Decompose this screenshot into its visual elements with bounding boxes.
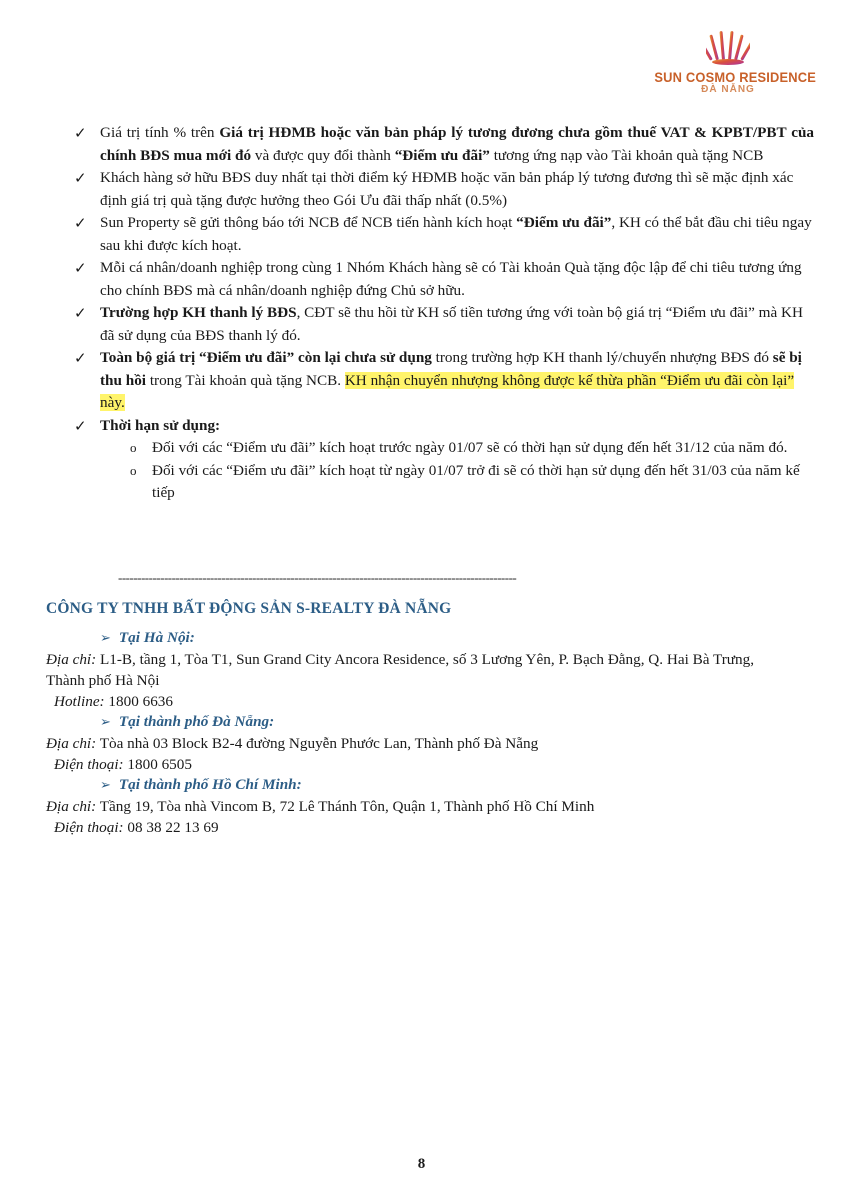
checkmark-icon: ✓ <box>74 124 87 142</box>
circle-bullet-icon: o <box>130 440 137 455</box>
sub-item-text: Đối với các “Điểm ưu đãi” kích hoạt trước ngày 01/07 sẽ có thời hạn sử dụng đến hết 31/12 của năm đó. <box>152 439 788 456</box>
office-phone: Hotline: 1800 6636 <box>54 693 173 710</box>
condition-text: Khách hàng sở hữu BĐS duy nhất tại thời điểm ký HĐMB hoặc văn bản pháp lý tương đương thì sẽ mặc định xác định giá trị quà tặng được hưởng theo Gói Ưu đãi thấp nhất (0.5%) <box>100 169 794 209</box>
office-address: Địa chỉ: Tòa nhà 03 Block B2-4 đường Nguyễn Phước Lan, Thành phố Đà Nẵng <box>46 735 539 752</box>
office-address: Địa chỉ: Tầng 19, Tòa nhà Vincom B, 72 Lê Thánh Tôn, Quận 1, Thành phố Hồ Chí Minh <box>46 798 595 815</box>
arrow-icon: ➢ <box>100 715 111 730</box>
condition-text: Mỗi cá nhân/doanh nghiệp trong cùng 1 Nhóm Khách hàng sẽ có Tài khoản Quà tặng độc lập để chi tiêu tương ứng cho chính BĐS mà cá nhân/doanh nghiệp đứng Chủ sở hữu. <box>100 259 802 299</box>
sub-item <box>126 437 814 460</box>
condition-text: , KH có thể bắt đầu chi tiêu ngay sau khi được kích hoạt. <box>100 214 812 254</box>
sun-logo-icon <box>706 28 750 66</box>
checkmark-icon: ✓ <box>74 259 87 277</box>
divider: -------------------------------------------------------------------------------------------------------- <box>118 570 517 585</box>
checkmark-icon: ✓ <box>74 304 87 322</box>
office-city: Tại thành phố Đà Nẵng: <box>118 713 275 730</box>
condition-text: “Điểm ưu đãi” <box>394 146 490 164</box>
condition-text: trong Tài khoản quà tặng NCB. <box>146 371 345 389</box>
condition-item <box>74 302 814 347</box>
company-name: CÔNG TY TNHH BẤT ĐỘNG SẢN S-REALTY ĐÀ NẴNG <box>46 600 452 617</box>
condition-text: , CĐT sẽ thu hồi từ KH số tiền tương ứng với toàn bộ giá trị “Điểm ưu đãi” mà KH đã sử dụng của BĐS thanh lý đó. <box>100 304 803 344</box>
condition-text: và được quy đổi thành <box>251 146 395 164</box>
office-danang <box>46 711 766 775</box>
checkmark-icon: ✓ <box>74 214 87 232</box>
condition-item <box>74 167 814 212</box>
conditions-list <box>74 122 814 505</box>
condition-text: tương ứng nạp vào Tài khoản quà tặng NCB <box>489 146 764 164</box>
checkmark-icon: ✓ <box>74 349 87 367</box>
checkmark-icon: ✓ <box>74 416 87 435</box>
sub-item <box>126 460 814 505</box>
condition-text: trong trường hợp KH thanh lý/chuyển nhượng BĐS đó <box>431 349 773 366</box>
circle-bullet-icon: o <box>130 462 137 478</box>
condition-text: Trường hợp KH thanh lý BĐS <box>100 304 297 321</box>
condition-text: “Điểm ưu đãi” <box>516 214 612 231</box>
condition-text: sẽ bị thu hồi <box>100 349 802 389</box>
logo-title: SUN COSMO RESIDENCE <box>654 69 817 85</box>
checkmark-icon: ✓ <box>74 169 87 187</box>
condition-text: Giá trị HĐMB hoặc văn bản pháp lý tương đương chưa gồm thuế VAT & KPBT/PBT của chính BĐS mua mới đó <box>100 124 814 164</box>
office-phone: Điện thoại: 1800 6505 <box>54 756 192 773</box>
condition-text: Sun Property sẽ gửi thông báo tới NCB để NCB tiến hành kích hoạt <box>100 214 517 231</box>
logo-subtitle: ĐÀ NẴNG <box>701 84 755 95</box>
condition-item <box>74 212 814 257</box>
condition-item <box>74 122 814 167</box>
condition-item <box>74 415 814 505</box>
arrow-icon: ➢ <box>100 778 111 793</box>
arrow-icon: ➢ <box>100 631 111 646</box>
office-city: Tại Hà Nội: <box>118 629 195 646</box>
sub-list <box>100 437 814 505</box>
office-hcmc <box>46 774 766 838</box>
logo <box>648 28 817 95</box>
condition-text: Giá trị tính % trên <box>100 124 220 141</box>
office-city: Tại thành phố Hồ Chí Minh: <box>118 776 302 793</box>
condition-text: Toàn bộ giá trị “Điểm ưu đãi” còn lại chưa sử dụng <box>100 349 432 366</box>
condition-text: Thời hạn sử dụng: <box>100 416 221 434</box>
highlighted-text: KH nhận chuyển nhượng không được kế thừa phần “Điểm ưu đãi còn lại” này. <box>100 371 795 411</box>
office-address: Địa chỉ: L1-B, tầng 1, Tòa T1, Sun Grand City Ancora Residence, số 3 Lương Yên, P. Bạch Đằng, Q. Hai Bà Trưng, Thành phố Hà Nội <box>46 651 755 689</box>
sub-item-text: Đối với các “Điểm ưu đãi” kích hoạt từ ngày 01/07 trở đi sẽ có thời hạn sử dụng đến hết 31/03 của năm kế tiếp <box>152 461 800 501</box>
page-number: 8 <box>417 1156 426 1172</box>
office-phone: Điện thoại: 08 38 22 13 69 <box>54 819 219 836</box>
condition-item <box>74 257 814 302</box>
office-hanoi <box>46 627 766 712</box>
condition-item <box>74 347 814 415</box>
